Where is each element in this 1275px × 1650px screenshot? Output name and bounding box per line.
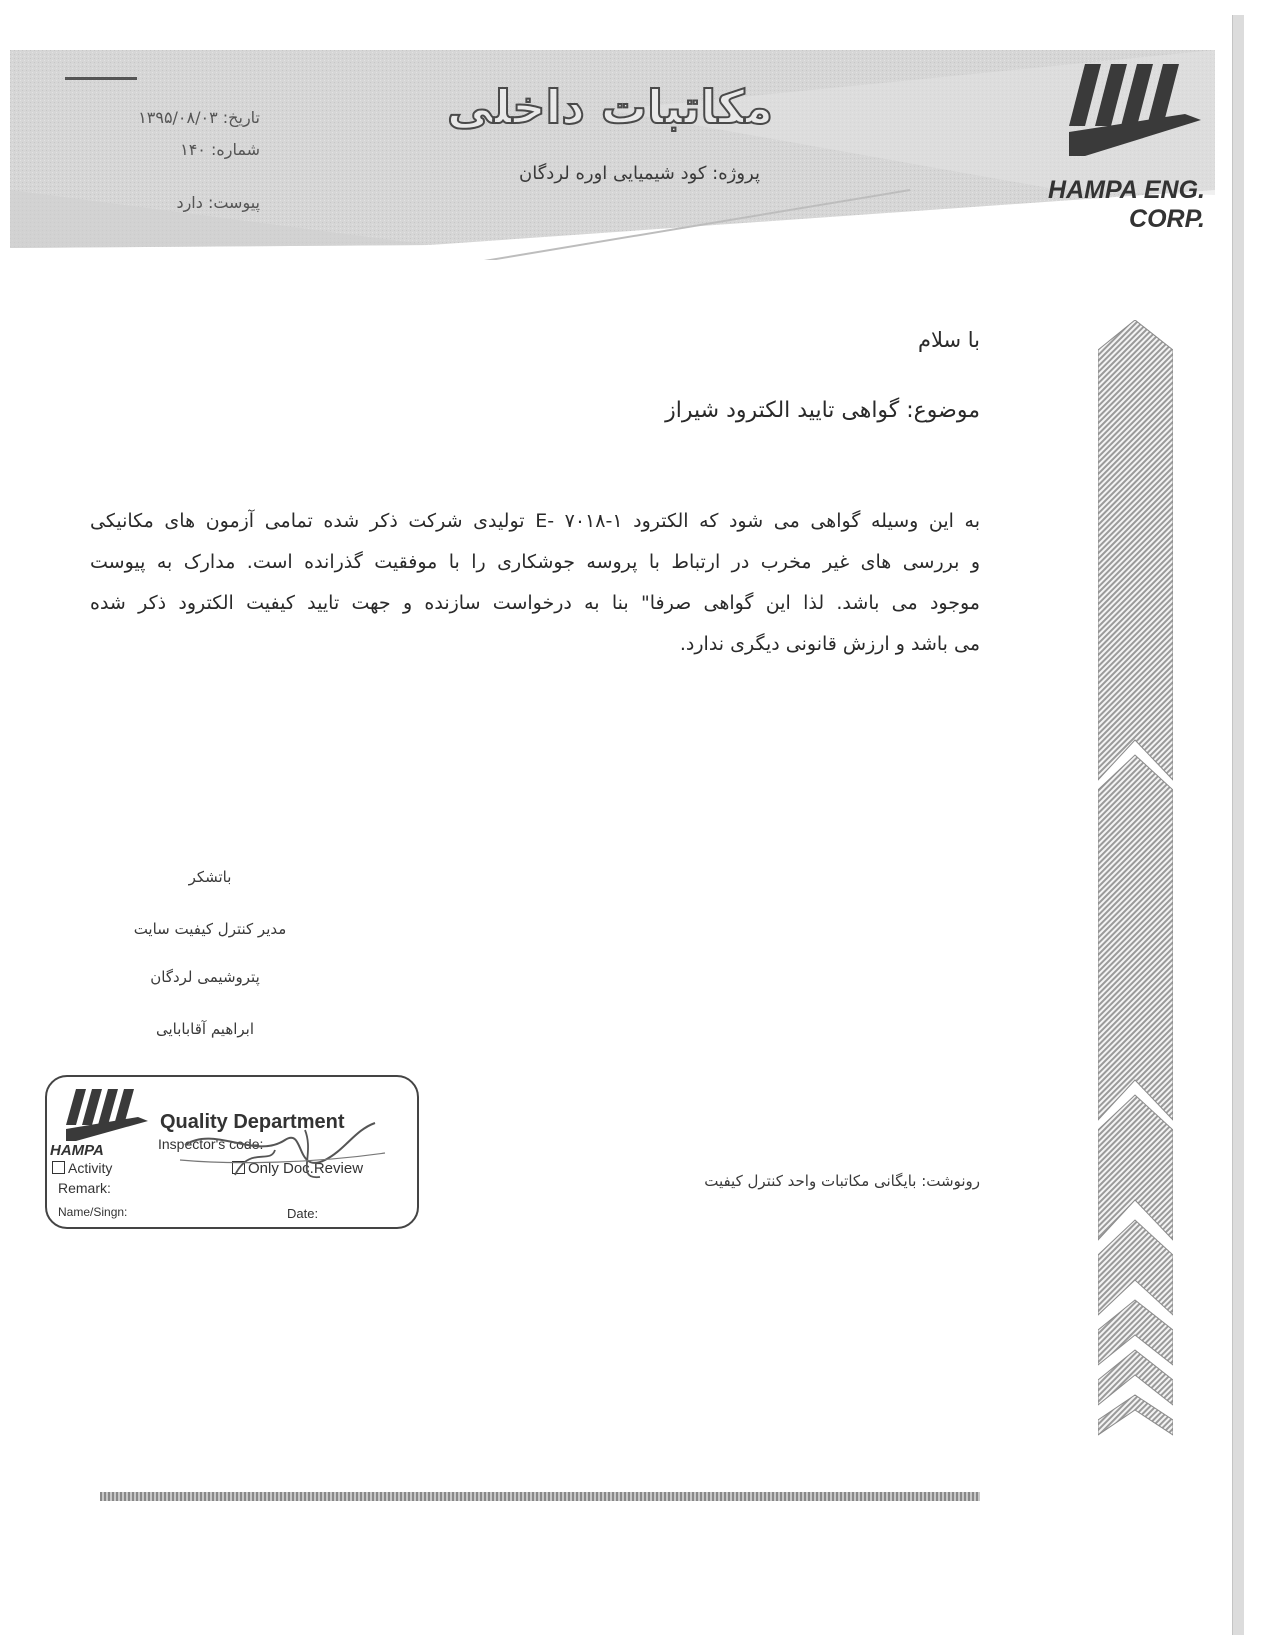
stamp-activity-checkbox (52, 1160, 182, 1176)
letter-date: تاریخ: ۱۳۹۵/۰۸/۰۳ (138, 108, 260, 127)
signature-position: مدیر کنترل کیفیت سایت (133, 920, 287, 938)
stamp-logo-icon (62, 1085, 152, 1145)
stamp-name-sign: Name/Singn: (58, 1205, 128, 1219)
stamp-brand: HAMPA (50, 1142, 104, 1159)
paragraph-line: به این وسیله گواهی می شود که الکترود E- ۷۰۱۸-۱ تولیدی شرکت ذکر شده تمامی آزمون های مکانیکی (90, 510, 980, 532)
cc-line: رونوشت: بایگانی مکاتبات واحد کنترل کیفیت (704, 1172, 980, 1190)
stamp-activity-label: Activity (68, 1160, 113, 1176)
stamp-inspector-code: Inspector's code: (158, 1136, 264, 1152)
letter-number: شماره: ۱۴۰ (180, 140, 260, 159)
stamp-department: Quality Department (160, 1111, 345, 1133)
header-rule (65, 77, 137, 80)
subject-line: موضوع: گواهی تایید الکترود شیراز (665, 398, 980, 423)
signature-organization: پتروشیمی لردگان (150, 968, 260, 986)
company-name: HAMPA ENG. CORP. (1048, 176, 1205, 233)
attachment-status: پیوست: دارد (176, 193, 260, 212)
stamp-review-label: Only Doc.Review (248, 1160, 364, 1177)
signature-closing: باتشکر (188, 868, 232, 886)
decorative-chevron-strip (1098, 320, 1173, 1500)
signatory-name: ابراهیم آقابابایی (155, 1020, 255, 1038)
checkbox-icon (52, 1161, 65, 1174)
paragraph-line: و بررسی های غیر مخرب در ارتباط با پروسه جوشکاری را با موفقیت گذرانده است. مدارک به پیوست (90, 551, 980, 573)
letter-type-title: مکاتبات داخلی (447, 80, 773, 134)
handwritten-signature (175, 1105, 395, 1195)
scan-edge (1232, 15, 1244, 1635)
stamp-remark: Remark: (58, 1180, 111, 1196)
paragraph-line: می باشد و ارزش قانونی دیگری ندارد. (679, 633, 980, 655)
greeting: با سلام (917, 328, 980, 352)
footer-rule (100, 1492, 980, 1501)
paragraph-line: موجود می باشد. لذا این گواهی صرفا" بنا به درخواست سازنده و جهت تایید کیفیت الکترود ذکر شده (90, 592, 980, 614)
project-name: پروژه: کود شیمیایی اوره لردگان (519, 163, 760, 184)
company-logo-icon (1065, 56, 1205, 166)
stamp-date: Date: (287, 1206, 319, 1221)
